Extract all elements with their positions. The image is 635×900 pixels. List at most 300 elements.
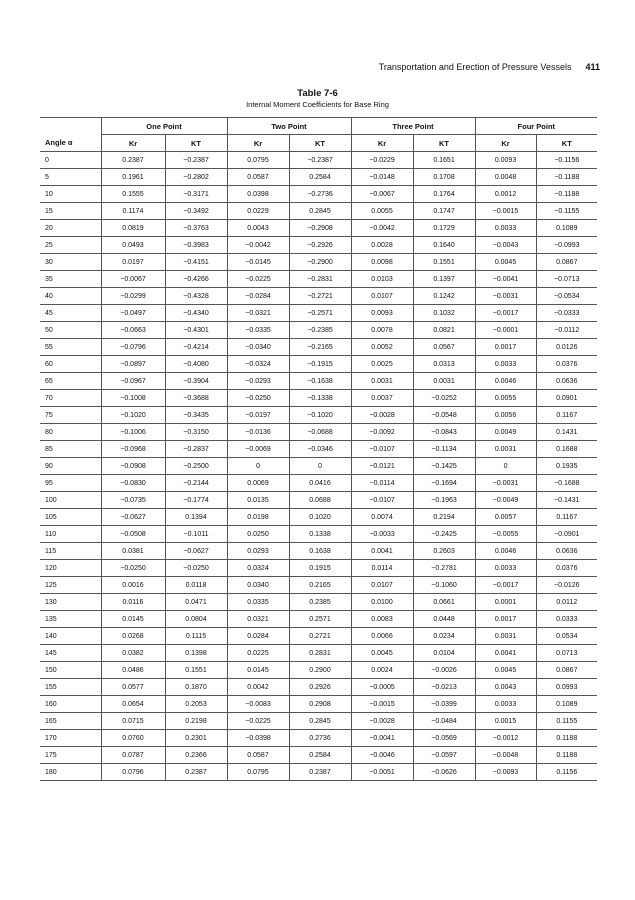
coefficient-cell: 0.1961 bbox=[101, 169, 165, 186]
coefficient-cell: −0.1774 bbox=[165, 492, 227, 509]
coefficient-cell: 0.0045 bbox=[475, 662, 536, 679]
coefficient-cell: −0.0017 bbox=[475, 577, 536, 594]
coefficient-cell: −0.2385 bbox=[289, 322, 351, 339]
coefficient-cell: 0.1638 bbox=[289, 543, 351, 560]
coefficient-cell: −0.1008 bbox=[101, 390, 165, 407]
coefficient-cell: −0.0042 bbox=[351, 220, 413, 237]
angle-cell: 180 bbox=[40, 764, 101, 781]
coefficient-cell: −0.0048 bbox=[475, 747, 536, 764]
coefficient-cell: 0.0867 bbox=[536, 662, 597, 679]
coefficient-cell: 0.1174 bbox=[101, 203, 165, 220]
coefficient-cell: 0.2301 bbox=[165, 730, 227, 747]
table-row bbox=[40, 441, 597, 458]
coefficient-cell: 0.0795 bbox=[227, 152, 289, 169]
coefficient-cell: 0.0031 bbox=[475, 441, 536, 458]
coefficient-cell: 0.0037 bbox=[351, 390, 413, 407]
coefficient-cell: −0.0250 bbox=[165, 560, 227, 577]
coefficient-cell: 0.1747 bbox=[413, 203, 475, 220]
table-row bbox=[40, 492, 597, 509]
angle-cell: 0 bbox=[40, 152, 101, 169]
coefficient-cell: −0.2837 bbox=[165, 441, 227, 458]
coefficient-cell: 0.0225 bbox=[227, 645, 289, 662]
coefficient-cell: −0.2908 bbox=[289, 220, 351, 237]
coefficient-cell: −0.3492 bbox=[165, 203, 227, 220]
coefficient-cell: −0.1963 bbox=[413, 492, 475, 509]
coefficient-cell: 0.0041 bbox=[351, 543, 413, 560]
coefficient-cell: 0.1155 bbox=[536, 713, 597, 730]
coefficient-cell: 0.1188 bbox=[536, 730, 597, 747]
angle-cell: 120 bbox=[40, 560, 101, 577]
coefficient-cell: −0.0399 bbox=[413, 696, 475, 713]
coefficient-cell: −0.0346 bbox=[289, 441, 351, 458]
page-number: 411 bbox=[585, 62, 600, 72]
coefficient-cell: −0.0897 bbox=[101, 356, 165, 373]
coefficient-cell: −0.0968 bbox=[101, 441, 165, 458]
coefficient-cell: 0.0313 bbox=[413, 356, 475, 373]
angle-cell: 140 bbox=[40, 628, 101, 645]
angle-cell: 155 bbox=[40, 679, 101, 696]
coefficient-cell: −0.2144 bbox=[165, 475, 227, 492]
table-row bbox=[40, 543, 597, 560]
angle-cell: 65 bbox=[40, 373, 101, 390]
coefficient-cell: −0.2831 bbox=[289, 271, 351, 288]
coefficient-cell: −0.0398 bbox=[227, 730, 289, 747]
angle-cell: 165 bbox=[40, 713, 101, 730]
coefficient-cell: −0.1020 bbox=[289, 407, 351, 424]
coefficient-cell: −0.2500 bbox=[165, 458, 227, 475]
coefficient-cell: 0.0043 bbox=[227, 220, 289, 237]
coefficient-cell: 0.1640 bbox=[413, 237, 475, 254]
coefficient-cell: −0.0028 bbox=[351, 407, 413, 424]
coefficient-cell: 0.0045 bbox=[351, 645, 413, 662]
coefficient-cell: −0.0033 bbox=[351, 526, 413, 543]
angle-cell: 35 bbox=[40, 271, 101, 288]
angle-cell: 115 bbox=[40, 543, 101, 560]
coefficient-cell: 0.0587 bbox=[227, 169, 289, 186]
angle-cell: 110 bbox=[40, 526, 101, 543]
coefficient-cell: −0.3763 bbox=[165, 220, 227, 237]
coefficient-cell: 0.0796 bbox=[101, 764, 165, 781]
table-row bbox=[40, 764, 597, 781]
angle-cell: 105 bbox=[40, 509, 101, 526]
coefficient-cell: −0.0043 bbox=[475, 237, 536, 254]
coefficient-cell: −0.1188 bbox=[536, 169, 597, 186]
table-row bbox=[40, 713, 597, 730]
coefficient-cell: −0.0713 bbox=[536, 271, 597, 288]
coefficient-cell: 0.0069 bbox=[227, 475, 289, 492]
sub-header: KT bbox=[289, 135, 351, 152]
coefficient-cell: −0.0597 bbox=[413, 747, 475, 764]
coefficient-cell: 0.1394 bbox=[165, 509, 227, 526]
coefficient-cell: −0.0107 bbox=[351, 492, 413, 509]
sub-header: Kr bbox=[101, 135, 165, 152]
angle-cell: 5 bbox=[40, 169, 101, 186]
angle-cell: 75 bbox=[40, 407, 101, 424]
running-head bbox=[0, 62, 600, 72]
angle-cell: 150 bbox=[40, 662, 101, 679]
coefficient-cell: 0.0661 bbox=[413, 594, 475, 611]
coefficient-cell: 0.1915 bbox=[289, 560, 351, 577]
coefficient-cell: 0.2845 bbox=[289, 713, 351, 730]
group-header: Three Point bbox=[351, 118, 475, 135]
angle-cell: 10 bbox=[40, 186, 101, 203]
coefficient-cell: −0.2802 bbox=[165, 169, 227, 186]
coefficient-cell: −0.1688 bbox=[536, 475, 597, 492]
angle-header: Angle α bbox=[40, 135, 101, 152]
coefficient-cell: 0.0145 bbox=[227, 662, 289, 679]
angle-cell: 25 bbox=[40, 237, 101, 254]
sub-header: KT bbox=[413, 135, 475, 152]
coefficient-cell: 0.0321 bbox=[227, 611, 289, 628]
coefficient-cell: 0.0066 bbox=[351, 628, 413, 645]
coefficient-cell: −0.0293 bbox=[227, 373, 289, 390]
coefficient-cell: −0.0830 bbox=[101, 475, 165, 492]
angle-cell: 100 bbox=[40, 492, 101, 509]
coefficient-cell: 0.0636 bbox=[536, 373, 597, 390]
coefficient-cell: −0.0083 bbox=[227, 696, 289, 713]
coefficient-cell: 0.0033 bbox=[475, 696, 536, 713]
coefficient-cell: −0.0735 bbox=[101, 492, 165, 509]
coefficient-cell: −0.0627 bbox=[165, 543, 227, 560]
coefficient-cell: 0.0577 bbox=[101, 679, 165, 696]
angle-cell: 130 bbox=[40, 594, 101, 611]
coefficient-cell: 0.0654 bbox=[101, 696, 165, 713]
coefficient-cell: 0.1398 bbox=[165, 645, 227, 662]
table-row bbox=[40, 305, 597, 322]
coefficient-cell: −0.0626 bbox=[413, 764, 475, 781]
coefficient-cell: 0.0821 bbox=[413, 322, 475, 339]
coefficient-cell: 0.0715 bbox=[101, 713, 165, 730]
coefficient-cell: 0.0135 bbox=[227, 492, 289, 509]
sub-header: KT bbox=[165, 135, 227, 152]
table-row bbox=[40, 475, 597, 492]
coefficient-cell: −0.1425 bbox=[413, 458, 475, 475]
coefficient-cell: 0.0587 bbox=[227, 747, 289, 764]
angle-cell: 20 bbox=[40, 220, 101, 237]
coefficient-cell: −0.0001 bbox=[475, 322, 536, 339]
coefficient-cell: −0.3435 bbox=[165, 407, 227, 424]
coefficient-cell: −0.0333 bbox=[536, 305, 597, 322]
coefficient-cell: 0.0055 bbox=[351, 203, 413, 220]
coefficient-cell: 0.0048 bbox=[475, 169, 536, 186]
coefficient-cell: 0.0795 bbox=[227, 764, 289, 781]
table-row bbox=[40, 458, 597, 475]
coefficient-cell: −0.0213 bbox=[413, 679, 475, 696]
sub-header-row bbox=[40, 135, 597, 152]
coefficient-cell: −0.0031 bbox=[475, 475, 536, 492]
coefficient-cell: 0.2387 bbox=[165, 764, 227, 781]
coefficient-cell: 0.0804 bbox=[165, 611, 227, 628]
coefficient-cell: 0.0376 bbox=[536, 356, 597, 373]
table-row bbox=[40, 254, 597, 271]
coefficient-cell: −0.3983 bbox=[165, 237, 227, 254]
coefficient-cell: 0.1764 bbox=[413, 186, 475, 203]
coefficient-cell: −0.2926 bbox=[289, 237, 351, 254]
coefficient-cell: −0.4328 bbox=[165, 288, 227, 305]
coefficient-cell: −0.0197 bbox=[227, 407, 289, 424]
coefficient-cell: 0.1870 bbox=[165, 679, 227, 696]
coefficient-cell: 0.0046 bbox=[475, 373, 536, 390]
coefficient-cell: −0.0017 bbox=[475, 305, 536, 322]
angle-cell: 50 bbox=[40, 322, 101, 339]
coefficient-cell: 0.1089 bbox=[536, 220, 597, 237]
coefficient-cell: 0.0041 bbox=[475, 645, 536, 662]
angle-cell: 85 bbox=[40, 441, 101, 458]
coefficient-cell: −0.0026 bbox=[413, 662, 475, 679]
angle-cell: 30 bbox=[40, 254, 101, 271]
coefficient-cell: −0.0252 bbox=[413, 390, 475, 407]
coefficient-cell: −0.0121 bbox=[351, 458, 413, 475]
coefficient-cell: 0.0486 bbox=[101, 662, 165, 679]
coefficient-cell: −0.0049 bbox=[475, 492, 536, 509]
coefficient-cell: −0.2571 bbox=[289, 305, 351, 322]
angle-cell: 170 bbox=[40, 730, 101, 747]
angle-cell: 90 bbox=[40, 458, 101, 475]
coefficient-cell: −0.0688 bbox=[289, 424, 351, 441]
coefficient-cell: −0.0015 bbox=[475, 203, 536, 220]
coefficient-cell: −0.0055 bbox=[475, 526, 536, 543]
coefficient-cell: 0.1555 bbox=[101, 186, 165, 203]
coefficient-cell: −0.1638 bbox=[289, 373, 351, 390]
coefficient-cell: 0.1397 bbox=[413, 271, 475, 288]
angle-cell: 145 bbox=[40, 645, 101, 662]
coefficient-cell: 0.0083 bbox=[351, 611, 413, 628]
coefficient-cell: 0.0052 bbox=[351, 339, 413, 356]
table-body bbox=[40, 152, 597, 781]
coefficient-cell: 0.2387 bbox=[101, 152, 165, 169]
coefficient-cell: −0.0484 bbox=[413, 713, 475, 730]
coefficient-cell: 0.0042 bbox=[227, 679, 289, 696]
coefficient-cell: 0.0268 bbox=[101, 628, 165, 645]
coefficient-cell: 0.2165 bbox=[289, 577, 351, 594]
coefficient-cell: 0.2571 bbox=[289, 611, 351, 628]
table-row bbox=[40, 730, 597, 747]
coefficient-cell: 0.0198 bbox=[227, 509, 289, 526]
coefficient-cell: −0.1338 bbox=[289, 390, 351, 407]
coefficient-cell: −0.3150 bbox=[165, 424, 227, 441]
coefficient-cell: −0.0335 bbox=[227, 322, 289, 339]
coefficient-cell: 0.0033 bbox=[475, 220, 536, 237]
coefficient-cell: 0 bbox=[289, 458, 351, 475]
coefficient-cell: −0.4080 bbox=[165, 356, 227, 373]
coefficient-cell: −0.4214 bbox=[165, 339, 227, 356]
coefficient-cell: −0.1060 bbox=[413, 577, 475, 594]
coefficient-cell: 0.0016 bbox=[101, 577, 165, 594]
sub-header: Kr bbox=[227, 135, 289, 152]
coefficient-cell: 0.0335 bbox=[227, 594, 289, 611]
sub-header: Kr bbox=[475, 135, 536, 152]
coefficient-cell: 0.0901 bbox=[536, 390, 597, 407]
coefficient-cell: 0.0078 bbox=[351, 322, 413, 339]
angle-cell: 175 bbox=[40, 747, 101, 764]
coefficient-cell: 0.0493 bbox=[101, 237, 165, 254]
coefficient-cell: −0.2387 bbox=[165, 152, 227, 169]
coefficient-cell: 0.0114 bbox=[351, 560, 413, 577]
coefficient-cell: −0.0908 bbox=[101, 458, 165, 475]
coefficient-cell: −0.2721 bbox=[289, 288, 351, 305]
coefficient-cell: 0.2387 bbox=[289, 764, 351, 781]
coefficient-cell: −0.0321 bbox=[227, 305, 289, 322]
table-row bbox=[40, 322, 597, 339]
coefficient-cell: −0.0069 bbox=[227, 441, 289, 458]
coefficient-cell: −0.2736 bbox=[289, 186, 351, 203]
coefficient-cell: −0.3171 bbox=[165, 186, 227, 203]
coefficient-cell: −0.0225 bbox=[227, 713, 289, 730]
table-row bbox=[40, 169, 597, 186]
coefficient-cell: 0.0867 bbox=[536, 254, 597, 271]
coefficient-cell: 0.0056 bbox=[475, 407, 536, 424]
table-row bbox=[40, 747, 597, 764]
coefficient-cell: −0.2387 bbox=[289, 152, 351, 169]
coefficient-cell: 0.0534 bbox=[536, 628, 597, 645]
coefficient-cell: −0.0250 bbox=[227, 390, 289, 407]
coefficient-cell: 0.0993 bbox=[536, 679, 597, 696]
coefficient-cell: 0.0033 bbox=[475, 560, 536, 577]
coefficient-cell: 0.2831 bbox=[289, 645, 351, 662]
coefficient-cell: −0.0340 bbox=[227, 339, 289, 356]
coefficient-cell: −0.0967 bbox=[101, 373, 165, 390]
running-head-title: Transportation and Erection of Pressure Vessels bbox=[378, 62, 572, 72]
table-row bbox=[40, 152, 597, 169]
coefficient-cell: 0.2900 bbox=[289, 662, 351, 679]
coefficient-cell: 0.0098 bbox=[351, 254, 413, 271]
coefficient-cell: −0.4340 bbox=[165, 305, 227, 322]
coefficient-cell: −0.0229 bbox=[351, 152, 413, 169]
table-row bbox=[40, 560, 597, 577]
angle-cell: 15 bbox=[40, 203, 101, 220]
coefficient-cell: −0.0046 bbox=[351, 747, 413, 764]
angle-cell: 160 bbox=[40, 696, 101, 713]
coefficient-cell: 0.2053 bbox=[165, 696, 227, 713]
angle-cell: 95 bbox=[40, 475, 101, 492]
coefficient-cell: 0.0340 bbox=[227, 577, 289, 594]
coefficient-cell: −0.4266 bbox=[165, 271, 227, 288]
coefficient-cell: 0.1115 bbox=[165, 628, 227, 645]
sub-header: Kr bbox=[351, 135, 413, 152]
coefficient-cell: 0.2845 bbox=[289, 203, 351, 220]
coefficient-cell: −0.0112 bbox=[536, 322, 597, 339]
coefficient-cell: 0.0028 bbox=[351, 237, 413, 254]
coefficient-cell: −0.0067 bbox=[351, 186, 413, 203]
coefficient-cell: −0.0028 bbox=[351, 713, 413, 730]
coefficient-cell: 0.1431 bbox=[536, 424, 597, 441]
coefficient-cell: 0.1167 bbox=[536, 509, 597, 526]
angle-header-spacer bbox=[40, 118, 101, 135]
coefficient-cell: 0.1020 bbox=[289, 509, 351, 526]
coefficient-cell: 0.0107 bbox=[351, 288, 413, 305]
coefficient-cell: 0.0093 bbox=[351, 305, 413, 322]
coefficient-cell: 0.0471 bbox=[165, 594, 227, 611]
coefficient-cell: 0.2584 bbox=[289, 169, 351, 186]
coefficient-cell: 0 bbox=[227, 458, 289, 475]
coefficient-cell: −0.0041 bbox=[351, 730, 413, 747]
coefficient-cell: 0.0031 bbox=[413, 373, 475, 390]
coefficient-cell: 0.0001 bbox=[475, 594, 536, 611]
coefficient-cell: 0.0398 bbox=[227, 186, 289, 203]
table-row bbox=[40, 271, 597, 288]
coefficient-cell: 0.2385 bbox=[289, 594, 351, 611]
coefficient-cell: 0.0382 bbox=[101, 645, 165, 662]
coefficient-cell: 0.0416 bbox=[289, 475, 351, 492]
coefficient-cell: 0.0333 bbox=[536, 611, 597, 628]
coefficient-cell: 0.0024 bbox=[351, 662, 413, 679]
table-row bbox=[40, 594, 597, 611]
coefficient-cell: −0.1006 bbox=[101, 424, 165, 441]
coefficient-cell: −0.0225 bbox=[227, 271, 289, 288]
coefficient-cell: −0.0284 bbox=[227, 288, 289, 305]
coefficient-cell: 0.1156 bbox=[536, 764, 597, 781]
coefficient-cell: 0.0045 bbox=[475, 254, 536, 271]
coefficient-cell: −0.0093 bbox=[475, 764, 536, 781]
coefficient-cell: 0.0049 bbox=[475, 424, 536, 441]
coefficient-cell: −0.2425 bbox=[413, 526, 475, 543]
coefficient-cell: 0.0324 bbox=[227, 560, 289, 577]
angle-cell: 125 bbox=[40, 577, 101, 594]
coefficient-cell: −0.0114 bbox=[351, 475, 413, 492]
angle-cell: 40 bbox=[40, 288, 101, 305]
coefficient-cell: 0.1935 bbox=[536, 458, 597, 475]
coefficient-cell: −0.0901 bbox=[536, 526, 597, 543]
coefficient-cell: 0.0145 bbox=[101, 611, 165, 628]
coefficient-cell: 0.0031 bbox=[351, 373, 413, 390]
coefficient-cell: 0.0787 bbox=[101, 747, 165, 764]
coefficient-cell: 0.0012 bbox=[475, 186, 536, 203]
coefficient-cell: −0.0497 bbox=[101, 305, 165, 322]
coefficient-cell: 0.0713 bbox=[536, 645, 597, 662]
table-row bbox=[40, 424, 597, 441]
table-subtitle: Internal Moment Coefficients for Base Ring bbox=[246, 100, 389, 109]
coefficient-cell: −0.4151 bbox=[165, 254, 227, 271]
coefficient-cell: −0.0145 bbox=[227, 254, 289, 271]
coefficient-cell: 0.0760 bbox=[101, 730, 165, 747]
coefficient-cell: 0.0107 bbox=[351, 577, 413, 594]
coefficient-cell: 0.0025 bbox=[351, 356, 413, 373]
coefficient-cell: 0.0046 bbox=[475, 543, 536, 560]
coefficient-cell: 0.0284 bbox=[227, 628, 289, 645]
coefficient-cell: 0.0093 bbox=[475, 152, 536, 169]
table-row bbox=[40, 390, 597, 407]
coefficient-cell: 0.2908 bbox=[289, 696, 351, 713]
coefficient-cell: −0.1694 bbox=[413, 475, 475, 492]
group-header-row bbox=[40, 118, 597, 135]
coefficient-cell: 0.0103 bbox=[351, 271, 413, 288]
coefficient-cell: −0.1134 bbox=[413, 441, 475, 458]
coefficient-cell: 0.0819 bbox=[101, 220, 165, 237]
coefficient-cell: 0.0234 bbox=[413, 628, 475, 645]
coefficient-cell: −0.0136 bbox=[227, 424, 289, 441]
angle-cell: 135 bbox=[40, 611, 101, 628]
coefficient-cell: 0.0197 bbox=[101, 254, 165, 271]
coefficient-cell: −0.0041 bbox=[475, 271, 536, 288]
coefficient-cell: 0 bbox=[475, 458, 536, 475]
coefficient-cell: 0.0031 bbox=[475, 628, 536, 645]
coefficient-cell: −0.0042 bbox=[227, 237, 289, 254]
coefficient-cell: 0.0112 bbox=[536, 594, 597, 611]
coefficient-cell: 0.0229 bbox=[227, 203, 289, 220]
coefficient-cell: 0.0074 bbox=[351, 509, 413, 526]
coefficient-cell: −0.0663 bbox=[101, 322, 165, 339]
coefficient-cell: 0.2926 bbox=[289, 679, 351, 696]
coefficient-cell: −0.1915 bbox=[289, 356, 351, 373]
coefficient-cell: 0.1089 bbox=[536, 696, 597, 713]
coefficient-cell: 0.2198 bbox=[165, 713, 227, 730]
coefficient-cell: 0.0033 bbox=[475, 356, 536, 373]
coefficient-cell: 0.2736 bbox=[289, 730, 351, 747]
coefficient-cell: −0.0299 bbox=[101, 288, 165, 305]
table-row bbox=[40, 679, 597, 696]
angle-cell: 70 bbox=[40, 390, 101, 407]
coefficient-cell: 0.1651 bbox=[413, 152, 475, 169]
